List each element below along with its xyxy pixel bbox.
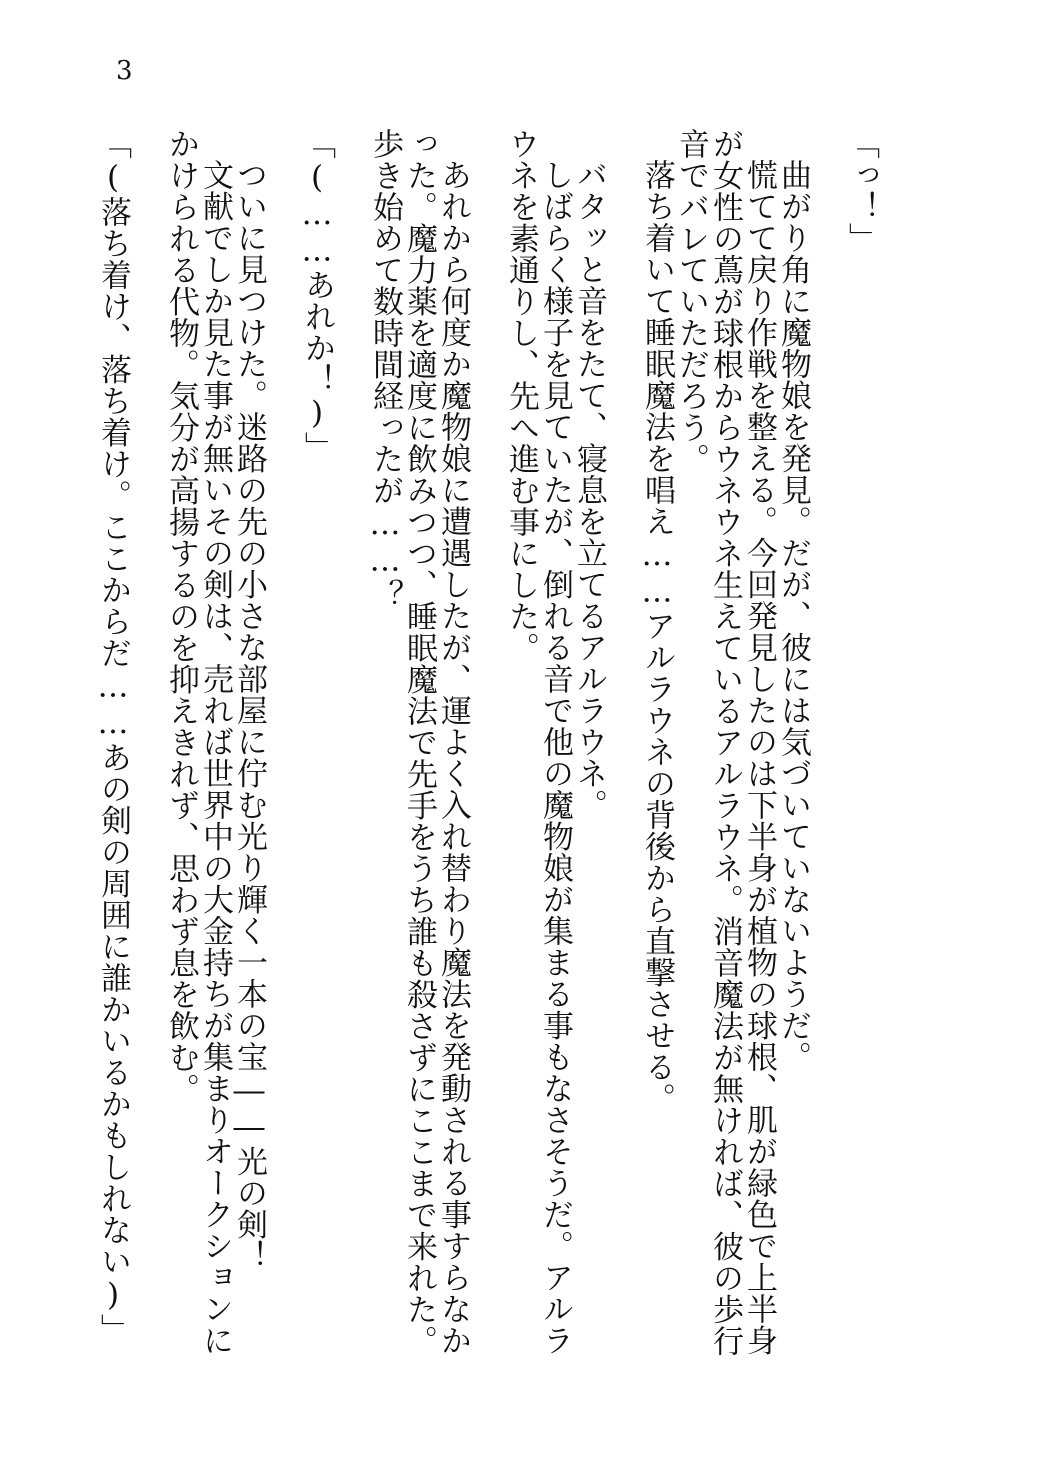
paragraph-gap (606, 128, 640, 1378)
narration-paragraph: 落ち着いて睡眠魔法を唱え……アルラウネの背後から直撃させる。 (639, 159, 675, 1114)
narration-paragraph: 慌てて戻り作戦を整える。今回発見したのは下半身が植物の球根、肌が緑色で上半身が女性の蔦が球根からウネウネ生えているアルラウネ。消音魔法が無ければ、彼の歩行音でバレていただろう。 (673, 128, 777, 1357)
paragraph-gap (130, 128, 164, 1378)
narration-paragraph: 曲がり角に魔物娘を発見。だが、彼には気づいていないようだ。 (775, 159, 811, 1073)
page-number: 3 (116, 56, 133, 86)
narration-paragraph: あれから何度か魔物娘に遭遇したが、運よく入れ替わり魔法を発動される事すらなかった。魔力薬を適度に飲みつつ、睡眠魔法で先手をうち誰も殺さずにここまで来れた。歩き始めて数時間経ったが……？ (367, 128, 471, 1357)
narration-paragraph: 文献でしか見た事が無いその剣は、売れば世界中の大金持ちが集まりオークションにかけられる代物。気分が高揚するのを抑えきれず、思わず息を飲む。 (163, 128, 233, 1356)
dialogue-line: 「(落ち着け、落ち着け。ここからだ……あの剣の周囲に誰かいるかもしれない)」 (95, 128, 131, 1345)
narration-paragraph: しばらく様子を見ていたが、倒れる音で他の魔物娘が集まる事もなさそうだ。アルラウネを素通りし、先へ進む事にした。 (503, 128, 573, 1356)
paragraph-gap (334, 128, 368, 1378)
narration-paragraph: バタッと音をたて、寝息を立てるアルラウネ。 (571, 159, 607, 821)
dialogue-line: 「っ！」 (843, 128, 879, 254)
narration-paragraph: ついに見つけた。迷路の先の小さな部屋に佇む光り輝く一本の宝――光の剣！ (231, 159, 267, 1272)
paragraph-gap (810, 128, 844, 1378)
paragraph-gap (470, 128, 504, 1378)
paragraph-gap (266, 128, 300, 1378)
dialogue-line: 「(……あれか！)」 (299, 128, 335, 463)
vertical-body-text (95, 128, 879, 1378)
